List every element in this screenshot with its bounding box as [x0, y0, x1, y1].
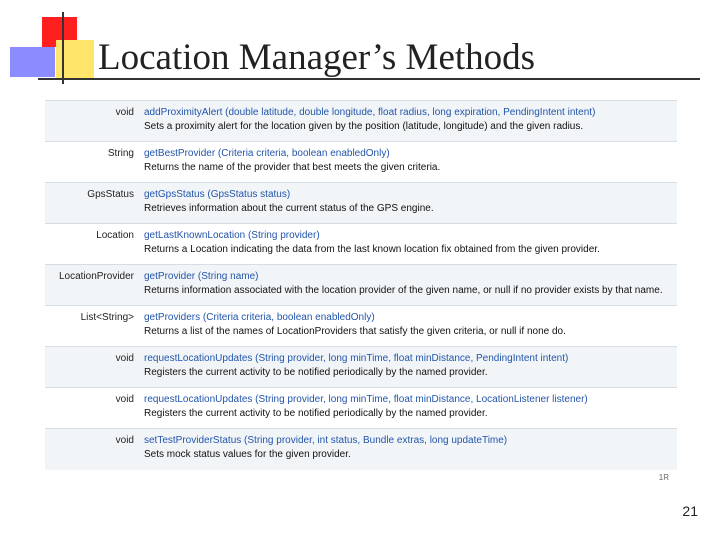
- methods-table: [45, 100, 677, 484]
- method-return-type: String: [45, 142, 139, 183]
- method-row: [45, 224, 677, 265]
- method-description: Retrieves information about the current status of the GPS engine.: [144, 203, 434, 214]
- method-return-type: void: [45, 388, 139, 429]
- method-signature-link[interactable]: getBestProvider (Criteria criteria, boolean enabledOnly): [144, 148, 390, 159]
- method-cell: [139, 265, 677, 306]
- table-footnote: 1R: [658, 473, 669, 482]
- method-cell: [139, 101, 677, 142]
- method-row: [45, 306, 677, 347]
- method-return-type: void: [45, 347, 139, 388]
- method-signature-link[interactable]: addProximityAlert (double latitude, double longitude, float radius, long expiration, PendingIntent intent): [144, 107, 596, 118]
- method-row: [45, 429, 677, 470]
- method-description: Returns information associated with the location provider of the given name, or null if no provider exists by that name.: [144, 285, 663, 296]
- method-description: Sets mock status values for the given provider.: [144, 449, 351, 460]
- method-return-type: LocationProvider: [45, 265, 139, 306]
- method-cell: [139, 388, 677, 429]
- method-cell: [139, 429, 677, 470]
- method-row: [45, 183, 677, 224]
- method-signature-link[interactable]: getProvider (String name): [144, 271, 259, 282]
- method-signature-link[interactable]: setTestProviderStatus (String provider, int status, Bundle extras, long updateTime): [144, 435, 508, 446]
- method-signature-link[interactable]: getGpsStatus (GpsStatus status): [144, 189, 291, 200]
- page-number: 21: [682, 503, 698, 519]
- method-return-type: List<String>: [45, 306, 139, 347]
- method-description: Registers the current activity to be notified periodically by the named provider.: [144, 367, 488, 378]
- method-row: [45, 388, 677, 429]
- decorative-vertical-line: [62, 12, 64, 84]
- method-return-type: void: [45, 429, 139, 470]
- method-row: [45, 265, 677, 306]
- method-return-type: GpsStatus: [45, 183, 139, 224]
- method-cell: [139, 142, 677, 183]
- method-description: Returns the name of the provider that best meets the given criteria.: [144, 162, 441, 173]
- method-cell: [139, 224, 677, 265]
- method-description: Registers the current activity to be notified periodically by the named provider.: [144, 408, 488, 419]
- method-signature-link[interactable]: requestLocationUpdates (String provider, long minTime, float minDistance, PendingIntent intent): [144, 353, 569, 364]
- method-row: [45, 347, 677, 388]
- decorative-blue-square: [10, 47, 55, 77]
- method-signature-link[interactable]: getLastKnownLocation (String provider): [144, 230, 320, 241]
- method-description: Returns a Location indicating the data from the last known location fix obtained from the given provider.: [144, 244, 600, 255]
- method-row: [45, 101, 677, 142]
- method-cell: [139, 347, 677, 388]
- method-row: [45, 142, 677, 183]
- method-signature-link[interactable]: getProviders (Criteria criteria, boolean enabledOnly): [144, 312, 375, 323]
- slide-title: Location Manager’s Methods: [98, 37, 536, 78]
- method-signature-link[interactable]: requestLocationUpdates (String provider, long minTime, float minDistance, LocationListener listener): [144, 394, 588, 405]
- method-description: Returns a list of the names of LocationProviders that satisfy the given criteria, or null if none do.: [144, 326, 566, 337]
- method-cell: [139, 306, 677, 347]
- method-return-type: Location: [45, 224, 139, 265]
- method-cell: [139, 183, 677, 224]
- method-description: Sets a proximity alert for the location given by the position (latitude, longitude) and the given radius.: [144, 121, 584, 132]
- method-return-type: void: [45, 101, 139, 142]
